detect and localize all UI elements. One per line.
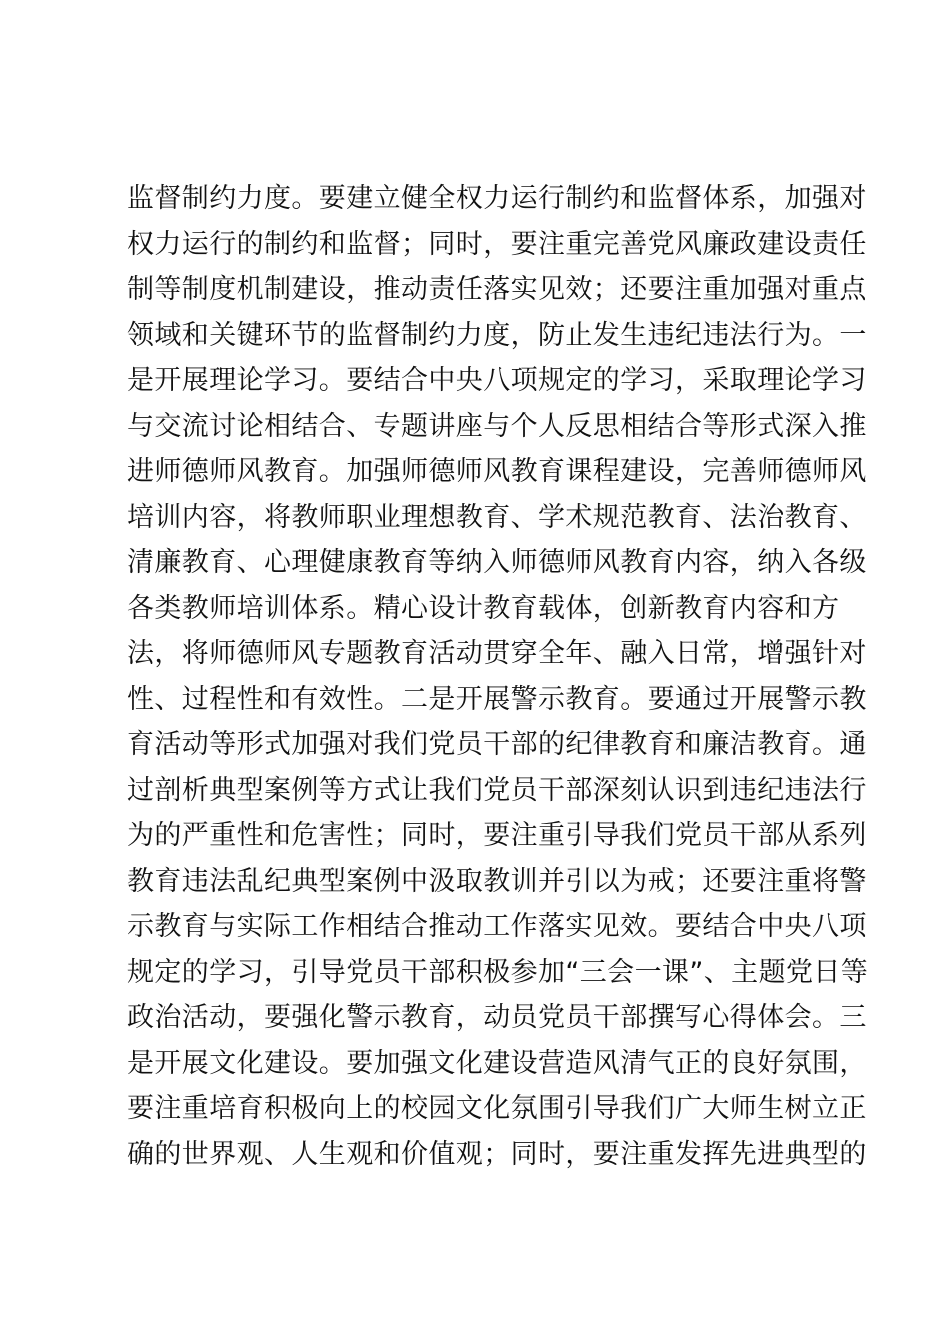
text-line: 领域和关键环节的监督制约力度，防止发生违纪违法行为。一 [127,319,867,351]
text-line: 培训内容，将教师职业理想教育、学术规范教育、法治教育、 [127,501,867,533]
text-line: 确的世界观、人生观和价值观；同时，要注重发挥先进典型的 [127,1138,867,1170]
text-line: 进师德师风教育。加强师德师风教育课程建设，完善师德师风 [127,456,867,487]
text-line: 是开展文化建设。要加强文化建设营造风清气正的良好氛围， [127,1047,867,1079]
text-line: 各类教师培训体系。精心设计教育载体，创新教育内容和方 [127,592,840,624]
text-line: 制等制度机制建设，推动责任落实见效；还要注重加强对重点 [127,274,867,305]
text-line: 与交流讨论相结合、专题讲座与个人反思相结合等形式深入推 [127,410,867,442]
text-line: 育活动等形式加强对我们党员干部的纪律教育和廉洁教育。通 [127,729,867,760]
body-paragraph [127,176,869,1177]
text-line: 规定的学习，引导党员干部积极参加“三会一课”、主题党日等 [127,956,869,988]
text-line: 是开展理论学习。要结合中央八项规定的学习，采取理论学习 [127,365,867,396]
text-line: 性、过程性和有效性。二是开展警示教育。要通过开展警示教 [127,683,867,715]
text-line: 法，将师德师风专题教育活动贯穿全年、融入日常，增强针对 [127,638,867,669]
text-line: 示教育与实际工作相结合推动工作落实见效。要结合中央八项 [127,911,867,942]
text-line: 清廉教育、心理健康教育等纳入师德师风教育内容，纳入各级 [127,547,867,578]
text-line: 权力运行的制约和监督；同时，要注重完善党风廉政建设责任 [127,228,867,260]
text-line: 教育违法乱纪典型案例中汲取教训并引以为戒；还要注重将警 [127,865,867,897]
text-line: 为的严重性和危害性；同时，要注重引导我们党员干部从系列 [127,820,867,851]
text-line: 过剖析典型案例等方式让我们党员干部深刻认识到违纪违法行 [127,774,867,806]
text-line: 政治活动，要强化警示教育，动员党员干部撰写心得体会。三 [127,1002,867,1033]
text-line: 监督制约力度。要建立健全权力运行制约和监督体系，加强对 [127,183,867,214]
text-line: 要注重培育积极向上的校园文化氛围引导我们广大师生树立正 [127,1093,867,1124]
